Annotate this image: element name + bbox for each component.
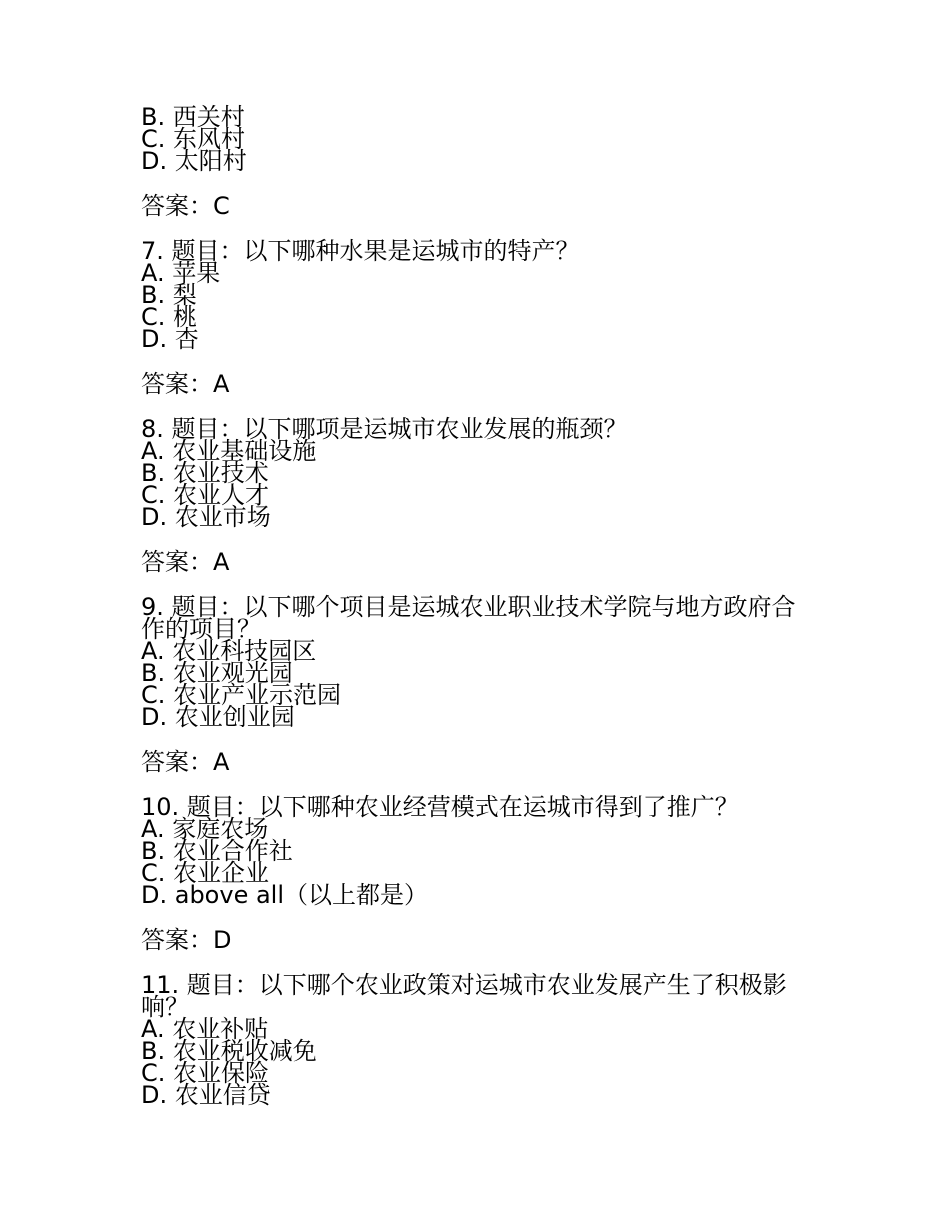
option-a: A. 苹果 (141, 259, 221, 287)
question-text: 9. 题目：以下哪个项目是运城农业职业技术学院与地方政府合作的项目？ (141, 593, 796, 643)
answer-text: 答案：A (141, 548, 230, 576)
answer-text: 答案：A (141, 748, 230, 776)
option-d: D. 农业市场 (141, 503, 271, 531)
option-a: A. 农业补贴 (141, 1015, 269, 1043)
option-d: D. 杏 (141, 325, 199, 353)
question-text: 8. 题目：以下哪项是运城市农业发展的瓶颈？ (141, 415, 628, 443)
question-text: 11. 题目：以下哪个农业政策对运城市农业发展产生了积极影响？ (141, 971, 787, 1021)
option-c: C. 东风村 (141, 125, 246, 153)
option-b: B. 农业税收减免 (141, 1037, 317, 1065)
question-6-block (141, 103, 821, 220)
option-d: D. 农业创业园 (141, 703, 295, 731)
answer-text: 答案：A (141, 370, 230, 398)
option-a: A. 农业科技园区 (141, 637, 317, 665)
question-9-block (141, 593, 821, 776)
option-c: C. 农业人才 (141, 481, 270, 509)
option-b: B. 农业技术 (141, 459, 269, 487)
option-c: C. 农业产业示范园 (141, 681, 342, 709)
option-c: C. 农业企业 (141, 859, 270, 887)
question-text: 10. 题目：以下哪种农业经营模式在运城市得到了推广？ (141, 793, 739, 821)
option-c: C. 桃 (141, 303, 198, 331)
option-d: D. above all（以上都是） (141, 881, 429, 909)
answer-text: 答案：D (141, 926, 232, 954)
option-b: B. 西关村 (141, 103, 245, 131)
question-7-block (141, 237, 821, 398)
question-8-block (141, 415, 821, 576)
option-a: A. 农业基础设施 (141, 437, 317, 465)
option-b: B. 梨 (141, 281, 197, 309)
question-text: 7. 题目：以下哪种水果是运城市的特产？ (141, 237, 580, 265)
option-d: D. 太阳村 (141, 147, 247, 175)
question-10-block (141, 793, 821, 954)
option-b: B. 农业观光园 (141, 659, 293, 687)
option-a: A. 家庭农场 (141, 815, 269, 843)
option-c: C. 农业保险 (141, 1059, 270, 1087)
document-page (141, 103, 821, 1109)
question-11-block (141, 971, 821, 1109)
answer-text: 答案：C (141, 192, 230, 220)
option-d: D. 农业信贷 (141, 1081, 271, 1109)
option-b: B. 农业合作社 (141, 837, 293, 865)
